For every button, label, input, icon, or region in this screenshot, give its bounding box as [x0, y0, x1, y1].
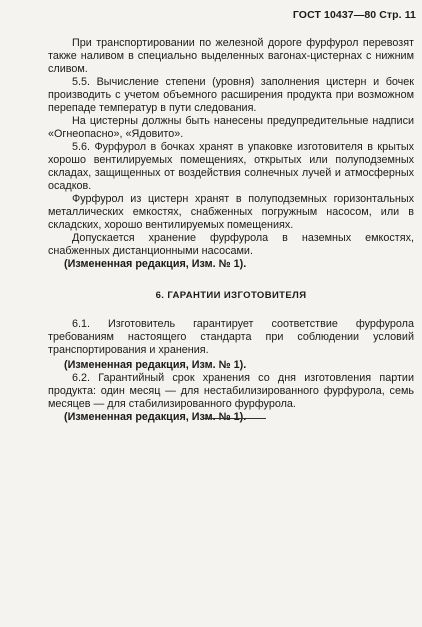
paragraph-5-6: 5.6. Фурфурол в бочках хранят в упаковке изготовителя в крытых хорошо вентилируемых помещениях, открытых или полуподземных складах, защищенных от воздействия солнечных лучей и атмосферных осадков.: [48, 141, 414, 192]
paragraph-tank-storage: Фурфурол из цистерн хранят в полуподземных горизонтальных металлических емкостях, снабженных погружным насосом, или в складских, хорошо вентилируемых помещениях.: [48, 193, 414, 231]
paragraph-above-ground: Допускается хранение фурфурола в наземных емкостях, снабженных дистанционными насосами.: [48, 232, 414, 257]
amendment-note-1: (Измененная редакция, Изм. № 1).: [64, 258, 247, 270]
paragraph-5-5: 5.5. Вычисление степени (уровня) заполнения цистерн и бочек производить с учетом объемного расширения продукта при возможном перепаде температур в пути следования.: [48, 76, 414, 114]
section-title: 6. ГАРАНТИИ ИЗГОТОВИТЕЛЯ: [155, 290, 307, 301]
page-header: ГОСТ 10437—80 Стр. 11: [292, 9, 416, 21]
amendment-note-3: (Измененная редакция, Изм. № 1).: [64, 411, 247, 423]
paragraph-6-1: 6.1. Изготовитель гарантирует соответствие фурфурола требованиям настоящего стандарта при соблюдении условий транспортирования и хранения.: [48, 318, 414, 356]
paragraph-transport: При транспортировании по железной дороге фурфурол перевозят также наливом в специально выделенных вагонах-цистернах с нижним сливом.: [48, 37, 414, 75]
amendment-note-2: (Измененная редакция, Изм. № 1).: [64, 359, 247, 371]
paragraph-6-2: 6.2. Гарантийный срок хранения со дня изготовления партии продукта: один месяц — для нестабилизированного фурфурола, семь месяцев — для стабилизированного фурфурола.: [48, 372, 414, 410]
end-rule: [204, 418, 266, 419]
paragraph-warning-labels: На цистерны должны быть нанесены предупредительные надписи «Огнеопасно», «Ядовито».: [48, 115, 414, 140]
document-body: [48, 37, 414, 424]
